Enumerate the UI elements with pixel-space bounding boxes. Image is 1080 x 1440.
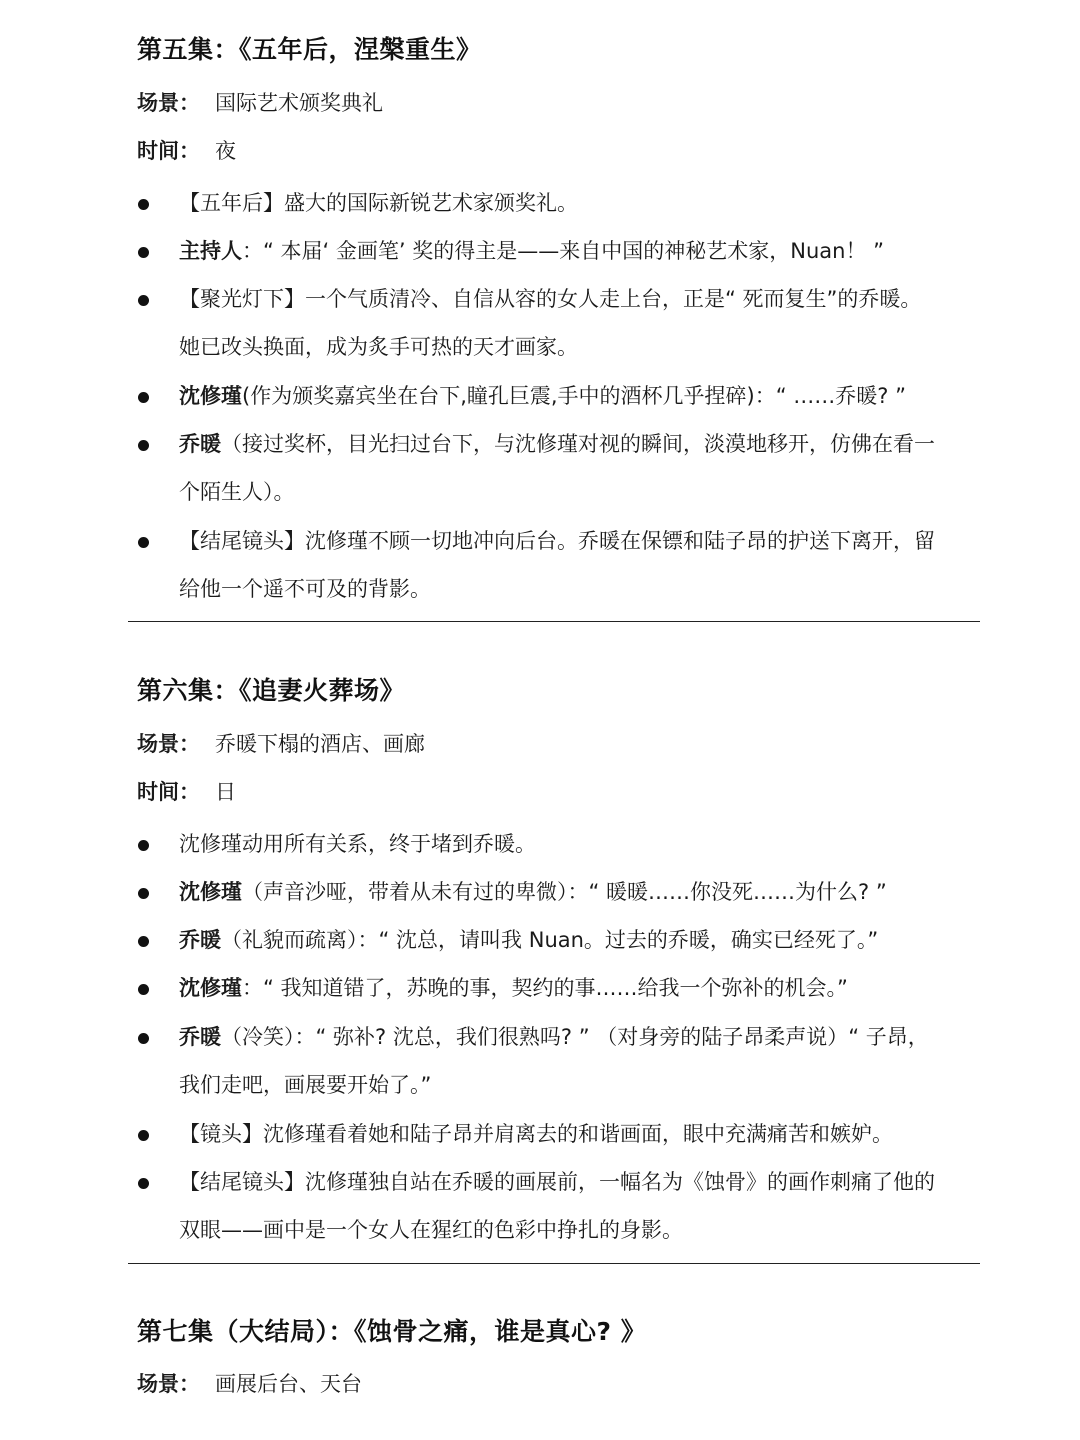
item-text: （冷笑）：“ 弥补? 沈总，我们很熟吗? ” （对身旁的陆子昂柔声说）“ 子昂，: [221, 1025, 929, 1049]
bullet-dot-icon: [138, 199, 149, 210]
episode-6-scene: [137, 729, 425, 759]
bullet-dot-icon: [138, 295, 149, 306]
bullet-dot-icon: [138, 1130, 149, 1141]
time-value: 夜: [215, 139, 236, 163]
speaker-name: 沈修瑾: [179, 384, 242, 408]
item-text: (作为颁奖嘉宾坐在台下,瞳孔巨震,手中的酒杯几乎捏碎)：“ ……乔暖? ”: [242, 384, 906, 408]
item-text: 【结尾镜头】沈修瑾不顾一切地冲向后台。乔暖在保镖和陆子昂的护送下离开，留: [179, 529, 935, 553]
bullet-dot-icon: [138, 440, 149, 451]
scene-value: 乔暖下榻的酒店、画廊: [215, 732, 425, 756]
item-text: （声音沙哑，带着从未有过的卑微）：“ 暖暖……你没死……为什么? ”: [242, 880, 887, 904]
bullet-dot-icon: [138, 537, 149, 548]
time-label: 时间：: [137, 139, 200, 163]
scene-label: 场景：: [137, 732, 200, 756]
episode-5-scene: [137, 88, 383, 118]
bullet-dot-icon: [138, 984, 149, 995]
section-divider: [128, 1263, 980, 1264]
item-text-continued: 双眼——画中是一个女人在猩红的色彩中挣扎的身影。: [179, 1218, 683, 1242]
item-text-continued: 我们走吧，画展要开始了。”: [179, 1073, 432, 1097]
item-text: 【镜头】沈修瑾看着她和陆子昂并肩离去的和谐画面，眼中充满痛苦和嫉妒。: [179, 1122, 893, 1146]
speaker-name: 主持人: [179, 239, 242, 263]
bullet-dot-icon: [138, 1033, 149, 1044]
speaker-name: 沈修瑾: [179, 880, 242, 904]
episode-6-title: 第六集：《追妻火葬场》: [137, 676, 406, 705]
item-text: 【聚光灯下】一个气质清冷、自信从容的女人走上台，正是“ 死而复生”的乔暖。: [179, 287, 922, 311]
item-text: 【结尾镜头】沈修瑾独自站在乔暖的画展前，一幅名为《蚀骨》的画作刺痛了他的: [179, 1170, 935, 1194]
speaker-name: 乔暖: [179, 928, 221, 952]
item-text-continued: 给他一个遥不可及的背影。: [179, 577, 431, 601]
speaker-name: 沈修瑾: [179, 976, 242, 1000]
item-text-continued: 个陌生人）。: [179, 480, 295, 504]
item-text: （礼貌而疏离）：“ 沈总，请叫我 Nuan。过去的乔暖，确实已经死了。”: [221, 928, 879, 952]
item-text: 【五年后】盛大的国际新锐艺术家颁奖礼。: [179, 191, 578, 215]
item-text: （接过奖杯，目光扫过台下，与沈修瑾对视的瞬间，淡漠地移开，仿佛在看一: [221, 432, 935, 456]
section-divider: [128, 621, 980, 622]
episode-5-title: 第五集：《五年后，涅槃重生》: [137, 35, 482, 64]
speaker-name: 乔暖: [179, 432, 221, 456]
bullet-dot-icon: [138, 840, 149, 851]
scene-label: 场景：: [137, 1372, 200, 1396]
scene-value: 画展后台、天台: [215, 1372, 362, 1396]
item-text: ：“ 本届‘ 金画笔’ 奖的得主是——来自中国的神秘艺术家，Nuan！ ”: [242, 239, 885, 263]
speaker-name: 乔暖: [179, 1025, 221, 1049]
bullet-dot-icon: [138, 392, 149, 403]
time-value: 日: [215, 780, 236, 804]
item-text: ：“ 我知道错了，苏晚的事，契约的事……给我一个弥补的机会。”: [242, 976, 848, 1000]
bullet-dot-icon: [138, 1178, 149, 1189]
episode-7-title: 第七集（大结局）：《蚀骨之痛，谁是真心? 》: [137, 1317, 647, 1346]
item-text: 沈修瑾动用所有关系，终于堵到乔暖。: [179, 832, 536, 856]
bullet-dot-icon: [138, 247, 149, 258]
episode-6-time: [137, 777, 236, 807]
episode-7-scene: [137, 1369, 362, 1399]
time-label: 时间：: [137, 780, 200, 804]
item-text-continued: 她已改头换面，成为炙手可热的天才画家。: [179, 335, 578, 359]
scene-label: 场景：: [137, 91, 200, 115]
episode-5-time: [137, 136, 236, 166]
bullet-dot-icon: [138, 936, 149, 947]
scene-value: 国际艺术颁奖典礼: [215, 91, 383, 115]
bullet-dot-icon: [138, 888, 149, 899]
